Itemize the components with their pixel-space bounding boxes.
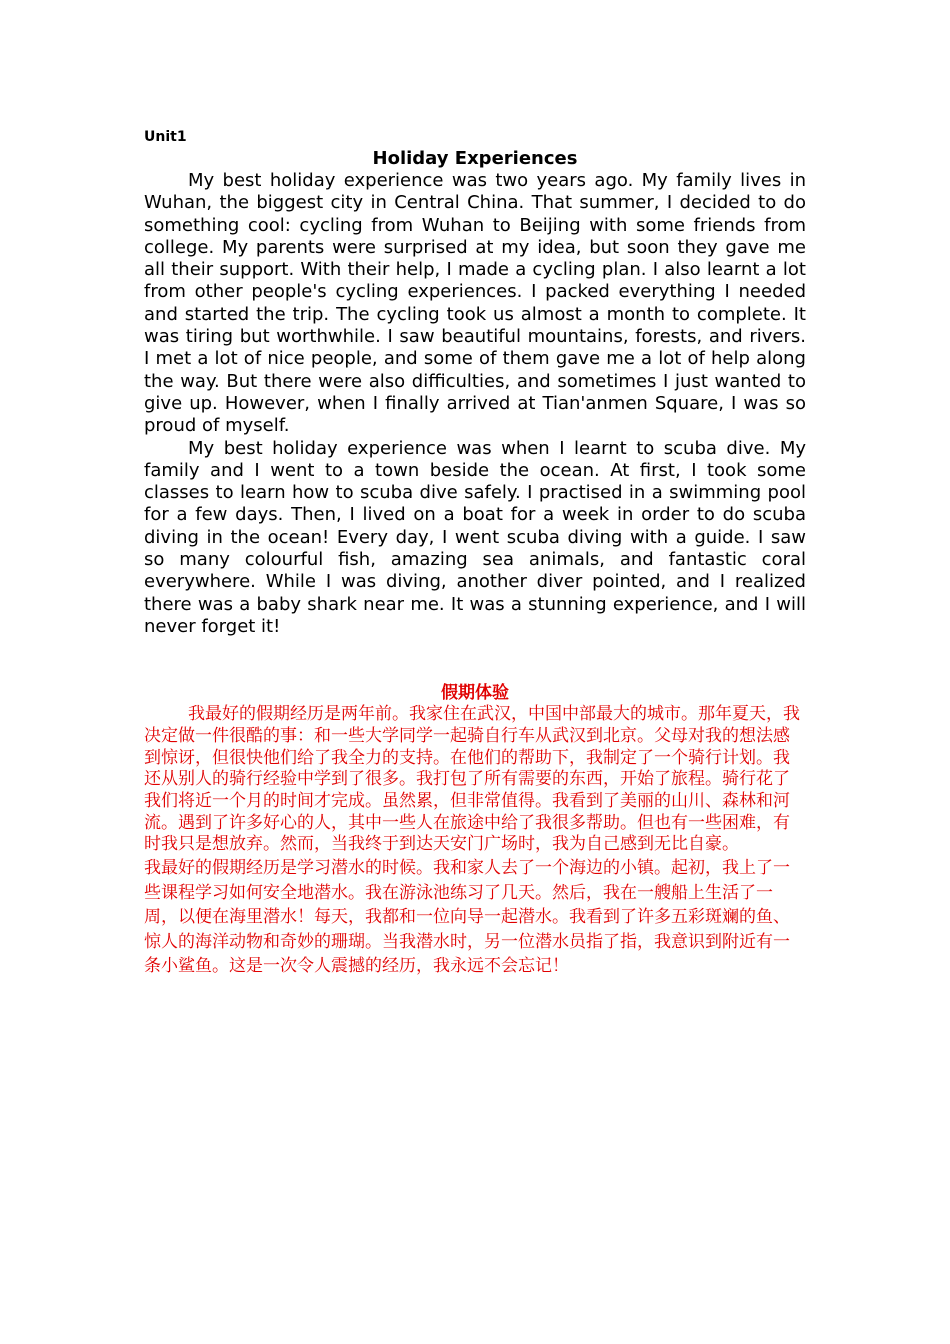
- chinese-paragraph-scuba: 我最好的假期经历是学习潜水的时候。我和家人去了一个海边的小镇。起初，我上了一些课程学习如何安全地潜水。我在游泳池练习了几天。然后，我在一艘船上生活了一周，以便在海里潜水！每天，我都和一位向导一起潜水。我看到了许多五彩斑斓的鱼、惊人的海洋动物和奇妙的珊瑚。当我潜水时，另一位潜水员指了指，我意识到附近有一条小鲨鱼。这是一次令人震撼的经历，我永远不会忘记！: [144, 858, 790, 977]
- unit-label: Unit1: [144, 129, 187, 145]
- chinese-title: 假期体验: [441, 683, 509, 704]
- document-page: [144, 126, 806, 979]
- english-title: Holiday Experiences: [372, 148, 578, 169]
- chinese-paragraph-cycling: 我最好的假期经历是两年前。我家住在武汉，中国中部最大的城市。那年夏天，我决定做一件很酷的事：和一些大学同学一起骑自行车从武汉到北京。父母对我的想法感到惊讶，但很快他们给了我全力的支持。在他们的帮助下，我制定了一个骑行计划。我还从别人的骑行经验中学到了很多。我打包了所有需要的东西，开始了旅程。骑行花了我们将近一个月的时间才完成。虽然累，但非常值得。我看到了美丽的山川、森林和河流。遇到了许多好心的人，其中一些人在旅途中给了我很多帮助。但也有一些困难，有时我只是想放弃。然而，当我终于到达天安门广场时，我为自己感到无比自豪。: [144, 704, 800, 855]
- section-spacer: [144, 638, 806, 682]
- english-paragraph-cycling: My best holiday experience was two years ago. My family lives in Wuhan, the biggest city in Central China. That summer, I decided to do something cool: cycling from Wuhan to Beijing with some friends from college. My parents were surprised at my idea, but soon they gave me all their support. With their help, I made a cycling plan. I also learnt a lot from other people's cycling experiences. I packed everything I needed and started the trip. The cycling took us almost a month to complete. It was tiring but worthwhile. I saw beautiful mountains, forests, and rivers. I met a lot of nice people, and some of them gave me a lot of help along the way. But there were also difficulties, and sometimes I just wanted to give up. However, when I finally arrived at Tian'anmen Square, I was so proud of myself.: [144, 170, 806, 437]
- english-paragraph-scuba: My best holiday experience was when I learnt to scuba dive. My family and I went to a town beside the ocean. At first, I took some classes to learn how to scuba dive safely. I practised in a swimming pool for a few days. Then, I lived on a boat for a week in order to do scuba diving in the ocean! Every day, I went scuba diving with a guide. I saw so many colourful fish, amazing sea animals, and fantastic coral everywhere. While I was diving, another diver pointed, and I realized there was a baby shark near me. It was a stunning experience, and I will never forget it!: [144, 437, 806, 637]
